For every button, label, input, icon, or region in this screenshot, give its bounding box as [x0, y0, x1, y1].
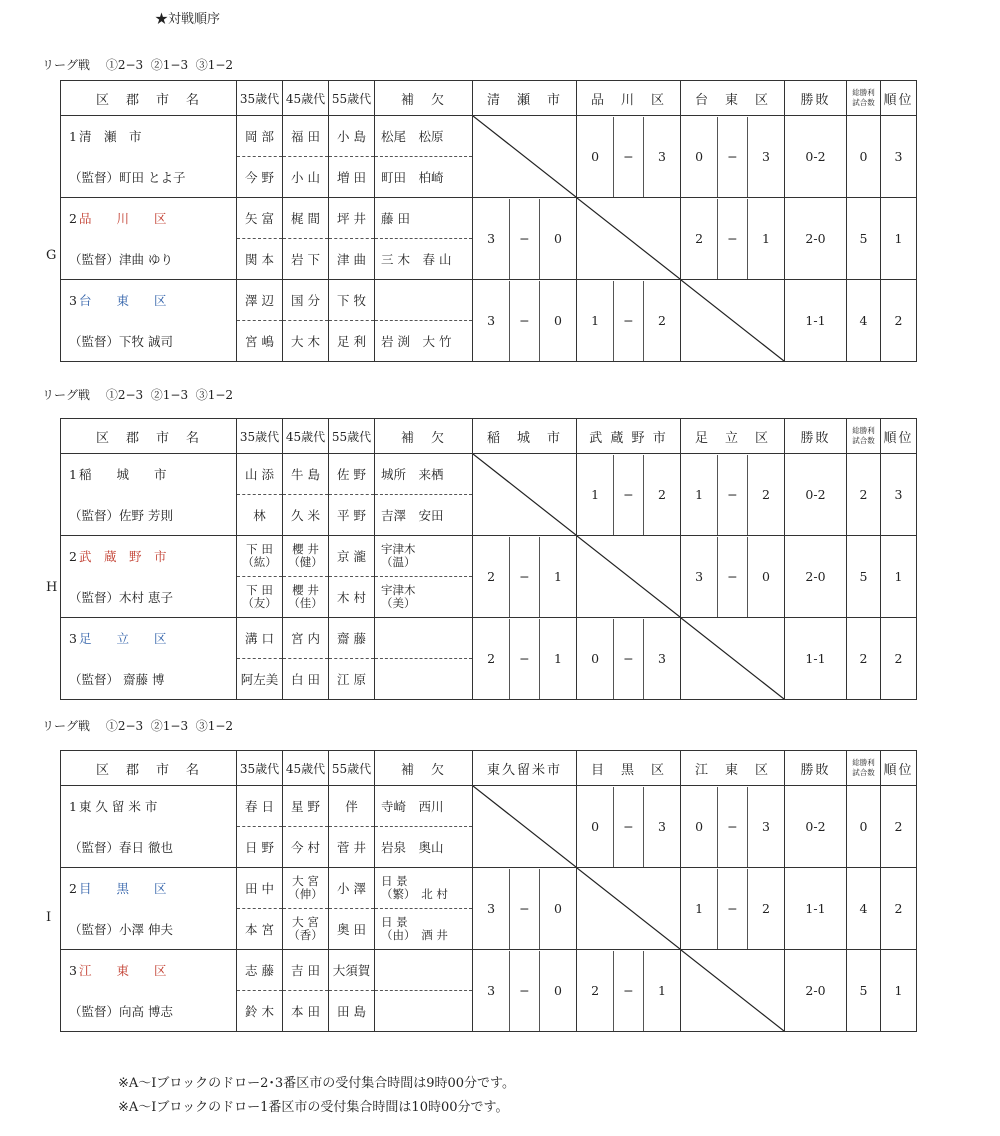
score-dash: − [509, 281, 540, 361]
match-score [473, 198, 577, 280]
score-left: 0 [695, 149, 704, 164]
score-dash: − [509, 537, 540, 617]
team-row [61, 536, 917, 577]
total-wins: 5 [847, 950, 881, 1032]
sub-players: 岩 渕 大 竹 [375, 321, 473, 362]
score-dash: − [717, 787, 748, 867]
player-a45: 吉 田 [283, 950, 329, 991]
team-row [61, 454, 917, 495]
total-wins: 5 [847, 536, 881, 618]
score-left: 1 [695, 901, 704, 916]
score-left: 0 [591, 149, 600, 164]
rank: 2 [881, 280, 917, 362]
header-total-wins: 総勝利 試合数 [847, 751, 881, 786]
team-row [61, 618, 917, 659]
diagonal-cell [681, 950, 785, 1032]
sub-players: 松尾 松原 [375, 116, 473, 157]
score-left: 3 [487, 313, 496, 328]
block-table-G [60, 80, 917, 362]
player-a55: 田 島 [329, 991, 375, 1032]
header-age55: 55歳代 [329, 81, 375, 116]
score-dash: − [613, 787, 644, 867]
score-left: 0 [591, 651, 600, 666]
player-a45: 牛 島 [283, 454, 329, 495]
header-name: 区 郡 市 名 [61, 419, 237, 454]
total-wins: 4 [847, 280, 881, 362]
header-age55: 55歳代 [329, 419, 375, 454]
player-a55: 小 澤 [329, 868, 375, 909]
score-right: 0 [554, 901, 562, 916]
player-a45: 梶 間 [283, 198, 329, 239]
match-score [681, 536, 785, 618]
team-name: 1 稲 城 市 [61, 454, 237, 495]
player-a45: 白 田 [283, 659, 329, 700]
score-dash: − [717, 869, 748, 949]
sub-players [375, 280, 473, 321]
page-title: ★対戦順序 [155, 12, 221, 27]
header-age35: 35歳代 [237, 81, 283, 116]
header-age35: 35歳代 [237, 751, 283, 786]
score-left: 3 [487, 983, 496, 998]
diagonal-cell [577, 868, 681, 950]
win-loss: 0-2 [785, 786, 847, 868]
team-manager: （監督）町田 とよ子 [61, 157, 237, 198]
header-age45: 45歳代 [283, 751, 329, 786]
diagonal-cell [473, 454, 577, 536]
score-dash: − [717, 199, 748, 279]
team-manager: （監督）木村 恵子 [61, 577, 237, 618]
score-dash: − [613, 281, 644, 361]
win-loss: 1-1 [785, 868, 847, 950]
score-right: 3 [658, 651, 666, 666]
header-opponent-2: 品 川 区 [577, 81, 681, 116]
win-loss: 0-2 [785, 116, 847, 198]
footnote-2: ※A～Iブロックのドロー1番区市の受付集合時間は10時00分です。 [118, 1100, 509, 1115]
team-name: 3 江 東 区 [61, 950, 237, 991]
header-rank: 順位 [881, 81, 917, 116]
player-a55: 増 田 [329, 157, 375, 198]
rank: 2 [881, 868, 917, 950]
league-order-I: リーグ戦 ①2−3 ②1−3 ③1−2 [42, 719, 234, 733]
player-a45: 櫻 井 （健） [283, 536, 329, 577]
score-dash: − [509, 869, 540, 949]
total-wins: 0 [847, 116, 881, 198]
rank: 3 [881, 116, 917, 198]
score-right: 0 [554, 313, 562, 328]
header-sub: 補 欠 [375, 751, 473, 786]
player-a45: 福 田 [283, 116, 329, 157]
header-opponent-1: 稲 城 市 [473, 419, 577, 454]
player-a55: 江 原 [329, 659, 375, 700]
score-dash: − [509, 619, 540, 699]
sub-players [375, 991, 473, 1032]
team-name: 2 目 黒 区 [61, 868, 237, 909]
score-right: 2 [762, 487, 770, 502]
score-left: 3 [487, 901, 496, 916]
score-left: 0 [695, 819, 704, 834]
header-opponent-2: 武 蔵 野 市 [577, 419, 681, 454]
player-a45: 本 田 [283, 991, 329, 1032]
player-a55: 菅 井 [329, 827, 375, 868]
player-a55: 坪 井 [329, 198, 375, 239]
team-manager: （監督）向高 博志 [61, 991, 237, 1032]
player-a55: 伴 [329, 786, 375, 827]
score-right: 2 [658, 487, 666, 502]
header-opponent-1: 清 瀬 市 [473, 81, 577, 116]
player-a45: 大 宮 （香） [283, 909, 329, 950]
total-wins: 4 [847, 868, 881, 950]
score-left: 2 [591, 983, 600, 998]
match-score [681, 198, 785, 280]
league-order-G: リーグ戦 ①2−3 ②1−3 ③1−2 [42, 58, 234, 72]
header-opponent-1: 東久留米市 [473, 751, 577, 786]
player-a35: 春 日 [237, 786, 283, 827]
header-winloss: 勝敗 [785, 81, 847, 116]
header-opponent-3: 足 立 区 [681, 419, 785, 454]
diagonal-cell [473, 116, 577, 198]
diagonal-cell [681, 280, 785, 362]
team-row [61, 198, 917, 239]
player-a45: 小 山 [283, 157, 329, 198]
player-a35: 岡 部 [237, 116, 283, 157]
match-score [577, 116, 681, 198]
score-dash: − [613, 619, 644, 699]
player-a35: 阿左美 [237, 659, 283, 700]
win-loss: 0-2 [785, 454, 847, 536]
score-left: 0 [591, 819, 600, 834]
total-wins: 5 [847, 198, 881, 280]
team-name: 3 足 立 区 [61, 618, 237, 659]
team-manager: （監督）下牧 誠司 [61, 321, 237, 362]
total-wins: 2 [847, 454, 881, 536]
header-sub: 補 欠 [375, 419, 473, 454]
team-manager: （監督）小澤 伸夫 [61, 909, 237, 950]
player-a55: 津 曲 [329, 239, 375, 280]
score-left: 3 [487, 231, 496, 246]
diagonal-cell [681, 618, 785, 700]
match-score [577, 950, 681, 1032]
sub-players: 町田 柏崎 [375, 157, 473, 198]
player-a45: 星 野 [283, 786, 329, 827]
score-left: 2 [695, 231, 704, 246]
sub-players [375, 659, 473, 700]
diagonal-cell [473, 786, 577, 868]
header-rank: 順位 [881, 419, 917, 454]
match-score [577, 454, 681, 536]
player-a35: 今 野 [237, 157, 283, 198]
player-a35: 日 野 [237, 827, 283, 868]
footnote-1: ※A～Iブロックのドロー2･3番区市の受付集合時間は9時00分です。 [118, 1076, 515, 1091]
diagonal-cell [577, 198, 681, 280]
player-a55: 京 瀧 [329, 536, 375, 577]
score-left: 1 [591, 313, 600, 328]
score-right: 3 [658, 149, 666, 164]
player-a35: 林 [237, 495, 283, 536]
header-winloss: 勝敗 [785, 751, 847, 786]
sub-players: 日 景 （由） 酒 井 [375, 909, 473, 950]
match-score [681, 116, 785, 198]
rank: 1 [881, 536, 917, 618]
player-a55: 木 村 [329, 577, 375, 618]
score-right: 1 [762, 231, 770, 246]
score-right: 1 [554, 569, 562, 584]
player-a55: 佐 野 [329, 454, 375, 495]
win-loss: 2-0 [785, 536, 847, 618]
header-opponent-3: 江 東 区 [681, 751, 785, 786]
win-loss: 2-0 [785, 950, 847, 1032]
team-row [61, 786, 917, 827]
league-order-H: リーグ戦 ①2−3 ②1−3 ③1−2 [42, 388, 234, 402]
sub-players: 岩泉 奥山 [375, 827, 473, 868]
player-a35: 山 添 [237, 454, 283, 495]
score-dash: − [717, 455, 748, 535]
sub-players [375, 618, 473, 659]
player-a45: 櫻 井 （佳） [283, 577, 329, 618]
header-age55: 55歳代 [329, 751, 375, 786]
match-score [473, 618, 577, 700]
team-name: 1 東 久 留 米 市 [61, 786, 237, 827]
block-table-I [60, 750, 917, 1032]
score-dash: − [509, 951, 540, 1031]
team-name: 1 清 瀬 市 [61, 116, 237, 157]
header-opponent-3: 台 東 区 [681, 81, 785, 116]
sub-players: 寺崎 西川 [375, 786, 473, 827]
match-score [577, 786, 681, 868]
score-right: 0 [762, 569, 770, 584]
sub-players: 日 景 （繁） 北 村 [375, 868, 473, 909]
score-left: 1 [695, 487, 704, 502]
sub-players: 吉澤 安田 [375, 495, 473, 536]
score-dash: − [509, 199, 540, 279]
rank: 2 [881, 786, 917, 868]
rank: 2 [881, 618, 917, 700]
score-dash: − [613, 951, 644, 1031]
score-left: 3 [695, 569, 704, 584]
score-right: 3 [658, 819, 666, 834]
player-a55: 下 牧 [329, 280, 375, 321]
score-dash: − [613, 117, 644, 197]
rank: 1 [881, 198, 917, 280]
header-total-wins: 総勝利 試合数 [847, 419, 881, 454]
group-label-G: G [46, 248, 57, 263]
rank: 3 [881, 454, 917, 536]
player-a45: 今 村 [283, 827, 329, 868]
match-score [473, 868, 577, 950]
match-score [577, 280, 681, 362]
win-loss: 1-1 [785, 618, 847, 700]
header-name: 区 郡 市 名 [61, 81, 237, 116]
score-right: 0 [554, 231, 562, 246]
player-a55: 齋 藤 [329, 618, 375, 659]
win-loss: 2-0 [785, 198, 847, 280]
total-wins: 0 [847, 786, 881, 868]
sub-players: 宇津木 （温） [375, 536, 473, 577]
score-right: 3 [762, 149, 770, 164]
player-a35: 澤 辺 [237, 280, 283, 321]
score-dash: − [717, 537, 748, 617]
total-wins: 2 [847, 618, 881, 700]
match-score [681, 868, 785, 950]
sub-players: 宇津木 （美） [375, 577, 473, 618]
team-manager: （監督）津曲 ゆり [61, 239, 237, 280]
score-dash: − [613, 455, 644, 535]
player-a35: 宮 嶋 [237, 321, 283, 362]
score-right: 1 [658, 983, 666, 998]
player-a45: 大 木 [283, 321, 329, 362]
group-label-I: I [46, 910, 52, 925]
rank: 1 [881, 950, 917, 1032]
team-name: 2 武 蔵 野 市 [61, 536, 237, 577]
team-name: 2 品 川 区 [61, 198, 237, 239]
header-rank: 順位 [881, 751, 917, 786]
player-a45: 久 米 [283, 495, 329, 536]
team-manager: （監督）佐野 芳則 [61, 495, 237, 536]
player-a55: 大須賀 [329, 950, 375, 991]
diagonal-cell [577, 536, 681, 618]
block-table-H [60, 418, 917, 700]
score-left: 2 [487, 651, 496, 666]
match-score [681, 454, 785, 536]
header-opponent-2: 目 黒 区 [577, 751, 681, 786]
player-a35: 下 田 （友） [237, 577, 283, 618]
sub-players: 城所 来栖 [375, 454, 473, 495]
player-a35: 矢 富 [237, 198, 283, 239]
player-a35: 下 田 （紘） [237, 536, 283, 577]
player-a35: 鈴 木 [237, 991, 283, 1032]
match-score [473, 950, 577, 1032]
player-a35: 本 宮 [237, 909, 283, 950]
player-a35: 田 中 [237, 868, 283, 909]
win-loss: 1-1 [785, 280, 847, 362]
match-score [681, 786, 785, 868]
score-right: 0 [554, 983, 562, 998]
sub-players: 藤 田 [375, 198, 473, 239]
team-manager: （監督） 齋藤 博 [61, 659, 237, 700]
team-name: 3 台 東 区 [61, 280, 237, 321]
score-left: 1 [591, 487, 600, 502]
player-a55: 平 野 [329, 495, 375, 536]
sub-players: 三 木 春 山 [375, 239, 473, 280]
score-right: 2 [658, 313, 666, 328]
player-a35: 志 藤 [237, 950, 283, 991]
score-right: 2 [762, 901, 770, 916]
group-label-H: H [46, 580, 58, 595]
score-dash: − [717, 117, 748, 197]
player-a35: 溝 口 [237, 618, 283, 659]
player-a55: 足 利 [329, 321, 375, 362]
team-row [61, 116, 917, 157]
match-score [473, 280, 577, 362]
sub-players [375, 950, 473, 991]
header-name: 区 郡 市 名 [61, 751, 237, 786]
player-a55: 小 島 [329, 116, 375, 157]
score-right: 1 [554, 651, 562, 666]
player-a35: 関 本 [237, 239, 283, 280]
score-right: 3 [762, 819, 770, 834]
player-a45: 宮 内 [283, 618, 329, 659]
team-row [61, 280, 917, 321]
header-age35: 35歳代 [237, 419, 283, 454]
player-a45: 国 分 [283, 280, 329, 321]
header-sub: 補 欠 [375, 81, 473, 116]
player-a55: 奥 田 [329, 909, 375, 950]
header-age45: 45歳代 [283, 81, 329, 116]
header-total-wins: 総勝利 試合数 [847, 81, 881, 116]
team-row [61, 950, 917, 991]
match-score [577, 618, 681, 700]
team-row [61, 868, 917, 909]
player-a45: 大 宮 （伸） [283, 868, 329, 909]
header-age45: 45歳代 [283, 419, 329, 454]
header-winloss: 勝敗 [785, 419, 847, 454]
score-left: 2 [487, 569, 496, 584]
match-score [473, 536, 577, 618]
player-a45: 岩 下 [283, 239, 329, 280]
team-manager: （監督）春日 徹也 [61, 827, 237, 868]
